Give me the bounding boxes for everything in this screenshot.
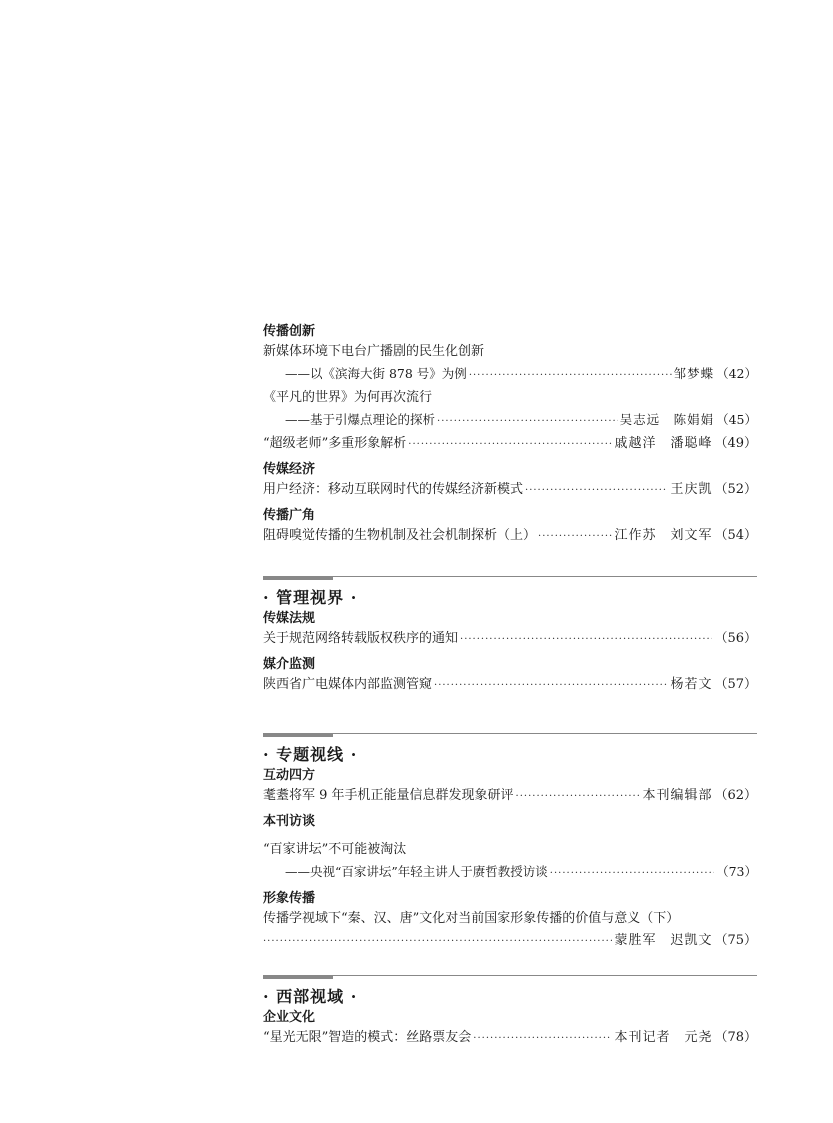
category-block [263, 507, 757, 548]
entry-author: 王庆凯 [670, 482, 713, 497]
section-special-topic [263, 733, 757, 953]
entry-page: （73） [716, 864, 757, 879]
category-heading: 传媒经济 [263, 462, 316, 477]
section-rule [263, 733, 757, 739]
leader-dots [437, 411, 618, 433]
section-title: · 专题视线 · [263, 745, 358, 764]
category-block [263, 323, 757, 456]
entry-page: （62） [714, 788, 757, 803]
section-rule-accent [263, 576, 333, 580]
entry-page: （75） [714, 933, 757, 948]
section-rule [263, 576, 757, 582]
section-title: · 管理视界 · [263, 588, 358, 607]
section-management [263, 576, 757, 697]
entry-author: 戚越洋 潘聪峰 [614, 436, 713, 451]
category-block [263, 461, 757, 502]
entry-title: 关于规范网络转载版权秩序的通知 [263, 631, 459, 646]
toc-entry[interactable] [263, 1027, 757, 1050]
entry-title: 陕西省广电媒体内部监测管窥 [263, 677, 433, 692]
toc-entry[interactable] [263, 433, 757, 456]
toc-entry[interactable] [263, 908, 757, 930]
table-of-contents [263, 318, 757, 1050]
leader-dots [434, 675, 668, 697]
entry-page: （49） [714, 436, 757, 451]
entry-page: （78） [714, 1030, 757, 1045]
entry-page: （42） [716, 366, 757, 381]
toc-entry[interactable] [263, 479, 757, 502]
spacer [263, 831, 757, 839]
entry-title: “星光无限”智造的模式：丝路票友会 [263, 1030, 472, 1045]
entry-title: 传播学视域下“秦、汉、唐”文化对当前国家形象传播的价值与意义（下） [263, 911, 680, 926]
toc-entry[interactable] [263, 674, 757, 697]
section-western [263, 975, 757, 1050]
toc-entry-subtitle[interactable] [263, 861, 757, 885]
toc-entry[interactable] [263, 785, 757, 808]
entry-page: （45） [716, 412, 757, 427]
entry-title: 新媒体环境下电台广播剧的民生化创新 [263, 344, 485, 359]
entry-author: 邹梦蝶 [673, 366, 715, 381]
section-rule-accent [263, 733, 333, 737]
toc-entry-subtitle[interactable] [263, 409, 757, 433]
category-heading: 本刊访谈 [263, 814, 316, 829]
section-rule [263, 975, 757, 981]
category-heading: 传播广角 [263, 508, 316, 523]
leader-dots [408, 434, 612, 456]
entry-title: 用户经济：移动互联网时代的传媒经济新模式 [263, 482, 524, 497]
category-heading: 互动四方 [263, 768, 316, 783]
entry-author: 蒙胜军 迟凯文 [614, 933, 713, 948]
leader-dots [473, 1028, 612, 1050]
category-heading: 企业文化 [263, 1010, 316, 1025]
section-rule-accent [263, 975, 333, 979]
leader-dots [525, 480, 668, 502]
entry-title: “百家讲坛”不可能被淘汰 [263, 842, 407, 857]
entry-author: 杨若文 [670, 677, 713, 692]
entry-author: 吴志远 陈娟娟 [619, 412, 715, 427]
leader-dots [263, 931, 612, 953]
entry-subtitle: ——基于引爆点理论的探析 [285, 412, 436, 427]
entry-subtitle: ——央视“百家讲坛”年轻主讲人于赓哲教授访谈 [285, 864, 548, 879]
leader-dots [516, 786, 641, 808]
entry-author: 本刊记者 元尧 [614, 1030, 713, 1045]
toc-entry[interactable] [263, 525, 757, 548]
toc-entry[interactable] [263, 387, 757, 409]
toc-entry-continuation[interactable] [263, 930, 757, 953]
category-heading: 传媒法规 [263, 611, 316, 626]
leader-dots [460, 629, 712, 651]
entry-title: 《平凡的世界》为何再次流行 [263, 390, 433, 405]
category-heading: 媒介监测 [263, 657, 316, 672]
entry-subtitle: ——以《滨海大街 878 号》为例 [285, 366, 467, 381]
category-heading: 形象传播 [263, 891, 316, 906]
entry-title: 阻碍嗅觉传播的生物机制及社会机制探析（上） [263, 528, 537, 543]
entry-page: （57） [714, 677, 757, 692]
entry-author: 江作苏 刘文军 [614, 528, 713, 543]
entry-page: （54） [714, 528, 757, 543]
category-heading: 传播创新 [263, 324, 316, 339]
leader-dots [550, 863, 714, 885]
entry-page: （56） [714, 631, 757, 646]
toc-entry[interactable] [263, 628, 757, 651]
leader-dots [469, 365, 672, 387]
entry-author: 本刊编辑部 [642, 788, 713, 803]
toc-entry-subtitle[interactable] [263, 363, 757, 387]
entry-title: “超级老师”多重形象解析 [263, 436, 407, 451]
leader-dots [538, 526, 612, 548]
entry-page: （52） [714, 482, 757, 497]
section-title: · 西部视域 · [263, 987, 358, 1006]
entry-title: 耄耋将军 9 年手机正能量信息群发现象研评 [263, 788, 514, 803]
toc-entry[interactable] [263, 839, 757, 861]
toc-entry[interactable] [263, 341, 757, 363]
